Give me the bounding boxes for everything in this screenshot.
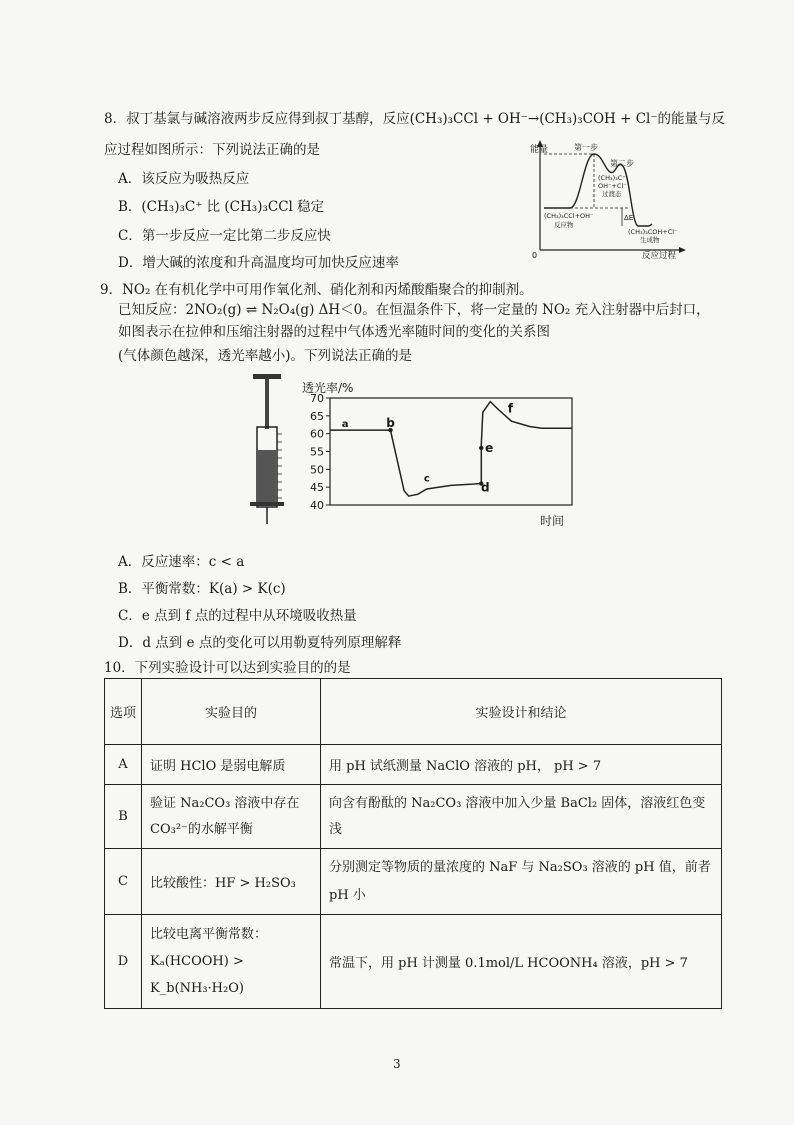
q8-option-b: B．(CH₃)₃C⁺ 比 (CH₃)₃CCl 稳定 xyxy=(118,199,325,215)
y-tick-label-40: 40 xyxy=(310,499,324,512)
row-a-aim: 证明 HClO 是弱电解质 xyxy=(142,745,321,785)
y-tick-label-55: 55 xyxy=(310,445,324,459)
page-number: 3 xyxy=(393,1057,401,1071)
row-a-option: A xyxy=(105,745,142,785)
y-tick-label-60: 60 xyxy=(310,427,324,441)
q9-option-a: A．反应速率：c < a xyxy=(118,554,245,570)
point-c-label: c xyxy=(423,473,430,485)
step2-label: 第二步 xyxy=(610,159,634,168)
q8-stem-line1: 8．叔丁基氯与碱溶液两步反应得到叔丁基醇，反应(CH₃)₃CCl + OH⁻→(CH₃)₃COH + Cl⁻的能量与反 xyxy=(104,111,725,127)
energy-y-label: 能量 xyxy=(530,145,549,155)
row-d-aim: 比较电离平衡常数：Kₐ(HCOOH) > K_b(NH₃·H₂O) xyxy=(142,915,321,1009)
chart-x-label: 时间 xyxy=(540,514,565,528)
energy-x-arrow xyxy=(679,247,686,253)
syringe-flange xyxy=(250,502,284,506)
point-e-marker xyxy=(479,446,483,450)
header-option: 选项 xyxy=(105,679,142,745)
table-row xyxy=(105,915,722,1009)
syringe-plunger-handle xyxy=(253,374,281,379)
table-header-row xyxy=(105,679,722,745)
chart-frame xyxy=(330,398,572,505)
q8-option-a: A．该反应为吸热反应 xyxy=(118,171,250,187)
row-d-option: D xyxy=(105,915,142,1009)
q9-stem-line4: (气体颜色越深，透光率越小)。下列说法正确的是 xyxy=(118,348,413,364)
reactants-label-2: 反应物 xyxy=(554,221,574,229)
y-tick-label-65: 65 xyxy=(310,409,324,423)
y-tick-label-70: 70 xyxy=(310,392,324,405)
q8-stem-line2: 应过程如图所示：下列说法正确的是 xyxy=(104,142,320,158)
energy-diagram xyxy=(530,138,690,260)
header-design: 实验设计和结论 xyxy=(321,679,722,745)
y-tick-label-45: 45 xyxy=(310,481,324,495)
q9-stem-line2: 已知反应：2NO₂(g) ⇌ N₂O₄(g) ΔH＜0。在恒温条件下，将一定量的 NO₂ 充入注射器中后封口， xyxy=(118,302,710,318)
transmittance-line xyxy=(330,402,572,497)
row-b-option: B xyxy=(105,785,142,849)
point-d-label: d xyxy=(480,480,490,495)
energy-x-label: 反应过程 xyxy=(642,251,677,260)
q9-option-d: D．d 点到 e 点的变化可以用勒夏特列原理解释 xyxy=(118,635,402,651)
y-tick-label-50: 50 xyxy=(310,463,324,477)
point-e-label: e xyxy=(485,440,494,455)
row-d-design: 常温下，用 pH 计测量 0.1mol/L HCOONH₄ 溶液，pH > 7 xyxy=(321,915,722,1009)
products-label-2: 生成物 xyxy=(640,236,660,244)
table-row xyxy=(105,785,722,849)
q9-stem-line1: 9．NO₂ 在有机化学中可用作氧化剂、硝化剂和丙烯酸酯聚合的抑制剂。 xyxy=(100,282,533,298)
row-c-aim: 比较酸性：HF > H₂SO₃ xyxy=(142,849,321,915)
syringe-illustration xyxy=(245,372,290,527)
point-a-label: a xyxy=(341,419,349,431)
syringe-gas xyxy=(258,450,276,502)
q9-option-b: B．平衡常数：K(a) > K(c) xyxy=(118,581,286,597)
products-label-1: (CH₃)₃COH+Cl⁻ xyxy=(628,228,678,236)
intermediate-label-3: 过渡态 xyxy=(602,190,622,198)
q9-stem-line3: 如图表示在拉伸和压缩注射器的过程中气体透光率随时间的变化的关系图 xyxy=(118,324,550,340)
header-aim: 实验目的 xyxy=(142,679,321,745)
point-b-label: b xyxy=(386,416,395,431)
intermediate-label-2: OH⁻+Cl⁻ xyxy=(598,182,627,190)
row-b-design: 向含有酚酞的 Na₂CO₃ 溶液中加入少量 BaCl₂ 固体，溶液红色变浅 xyxy=(321,785,722,849)
energy-origin: 0 xyxy=(532,251,538,260)
q8-option-c: C．第一步反应一定比第二步反应快 xyxy=(118,228,331,244)
table-row xyxy=(105,745,722,785)
chart-y-label: 透光率/% xyxy=(302,381,354,395)
intermediate-label-1: (CH₃)₃C⁺ xyxy=(598,174,626,182)
q8-option-d: D．增大碱的浓度和升高温度均可加快反应速率 xyxy=(118,255,399,271)
transmittance-chart xyxy=(300,380,590,530)
point-f-label: f xyxy=(507,401,513,416)
row-a-design: 用 pH 试纸测量 NaClO 溶液的 pH， pH > 7 xyxy=(321,745,722,785)
delta-e-label: ΔE xyxy=(624,214,634,222)
row-b-aim: 验证 Na₂CO₃ 溶液中存在 CO₃²⁻的水解平衡 xyxy=(142,785,321,849)
q9-option-c: C．e 点到 f 点的过程中从环境吸收热量 xyxy=(118,608,357,624)
q10-table xyxy=(104,678,722,1009)
row-c-design: 分别测定等物质的量浓度的 NaF 与 Na₂SO₃ 溶液的 pH 值，前者 pH 小 xyxy=(321,849,722,915)
row-c-option: C xyxy=(105,849,142,915)
table-row xyxy=(105,849,722,915)
syringe-plunger-rod xyxy=(265,379,269,429)
q10-stem: 10．下列实验设计可以达到实验目的的是 xyxy=(104,660,351,676)
reactants-label-1: (CH₃)₃CCl+OH⁻ xyxy=(544,212,594,220)
step1-label: 第一步 xyxy=(574,143,598,152)
